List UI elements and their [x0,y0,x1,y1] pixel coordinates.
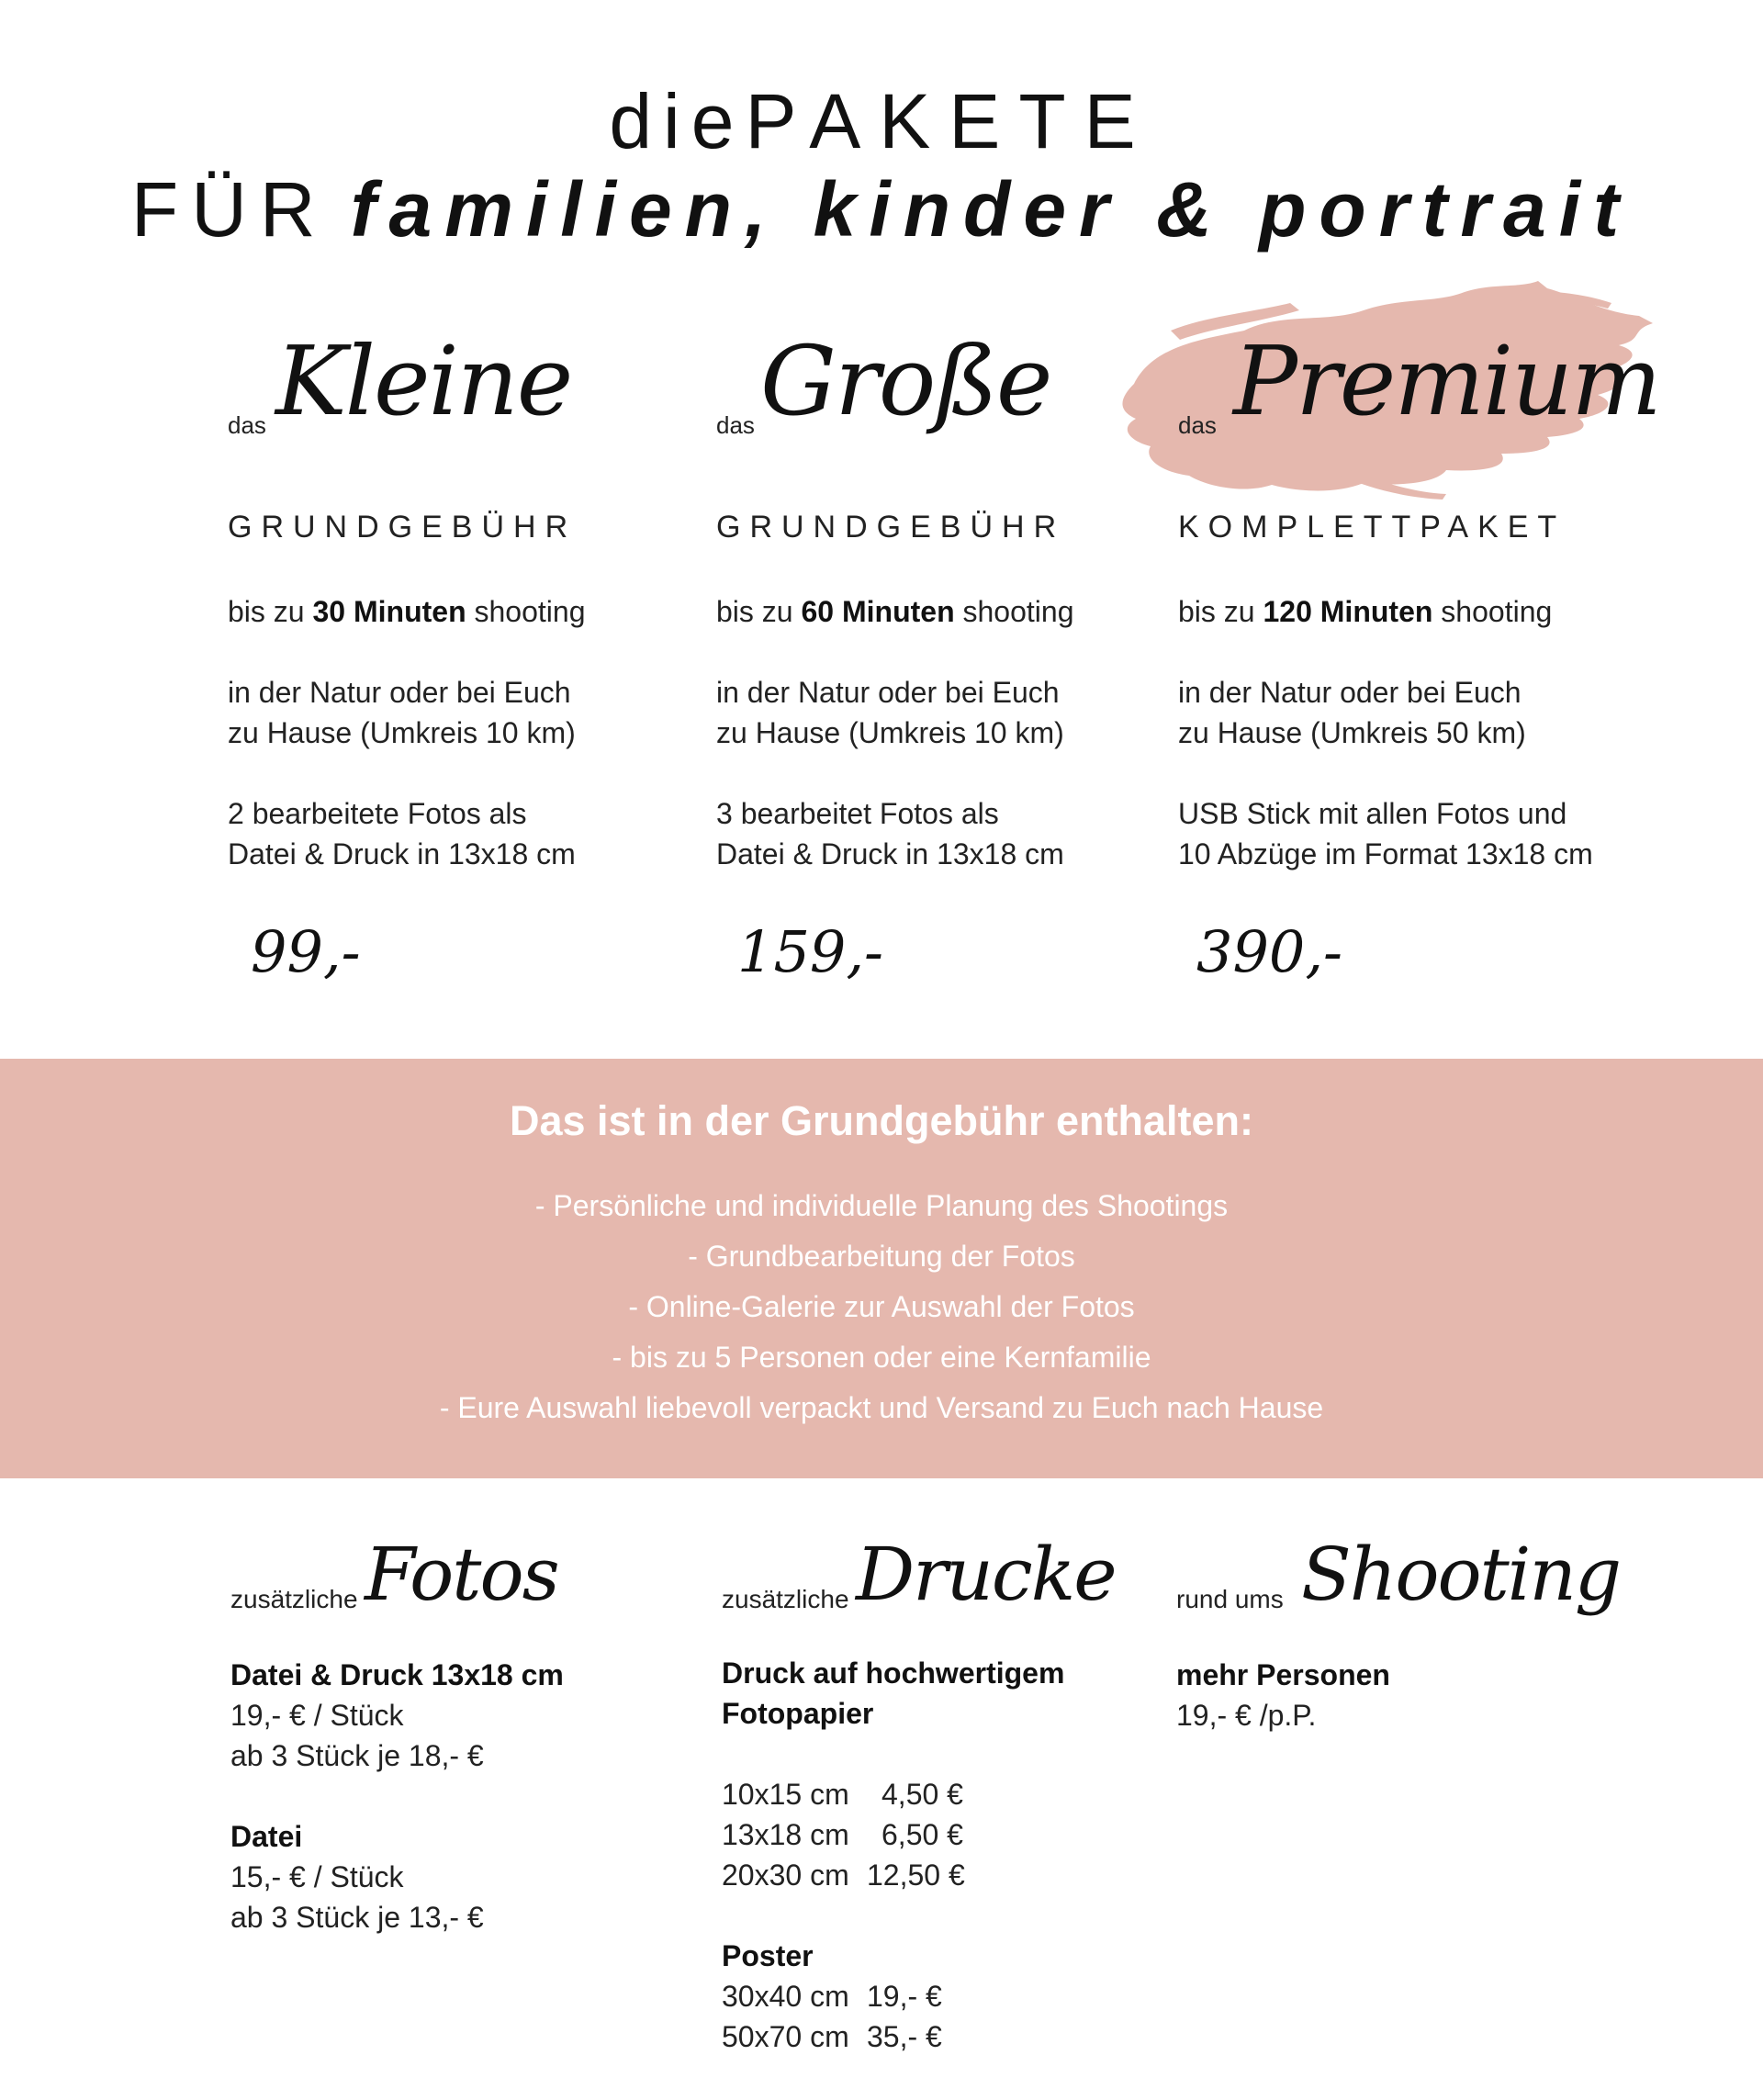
page-title-line-2 [0,163,1763,255]
extras-title-line-2: Fotopapier [722,1697,874,1730]
package-kleine [228,312,705,985]
package-heading [1178,312,1660,459]
included-item: - bis zu 5 Personen oder eine Kernfamilie [612,1341,1151,1374]
poster-title: Poster [722,1939,814,1972]
duration-bold: 120 Minuten [1263,595,1433,628]
package-type: GRUNDGEBÜHR [716,510,1066,545]
poster-price: 35,- € [867,2020,942,2053]
package-price: 390,- [1196,918,1342,985]
poster-price: 19,- € [867,1980,942,2013]
package-prefix: das [1178,411,1217,439]
print-size: 20x30 cm [722,1859,849,1892]
package-location-line-2: zu Hause (Umkreis 10 km) [716,716,1064,749]
package-photos-line-1: 3 bearbeitet Fotos als [716,797,999,830]
extras-prefix: zusätzliche [230,1585,358,1613]
package-location-line-1: in der Natur oder bei Euch [228,676,571,709]
duration-post: shooting [466,595,586,628]
package-price: 159,- [737,918,883,985]
package-photos-line-2: 10 Abzüge im Format 13x18 cm [1178,837,1593,870]
package-photos-line-2: Datei & Druck in 13x18 cm [228,837,576,870]
print-price: 4,50 € [882,1778,963,1811]
extras-name: Shooting [1301,1532,1621,1617]
included-item: - Eure Auswahl liebevoll verpackt und Versand zu Euch nach Hause [439,1391,1324,1424]
package-photos-line-2: Datei & Druck in 13x18 cm [716,837,1064,870]
included-item: - Persönliche und individuelle Planung des Shootings [534,1189,1229,1222]
package-location-line-2: zu Hause (Umkreis 50 km) [1178,716,1526,749]
package-location-line-1: in der Natur oder bei Euch [716,676,1060,709]
extras-heading [722,1524,1218,1634]
extras-group-title: Datei [230,1820,303,1853]
package-duration [228,591,585,632]
print-price: 12,50 € [867,1859,965,1892]
poster-size: 30x40 cm [722,1980,849,2013]
title-die: die [609,78,746,164]
extras-price: 19,- € / Stück [230,1699,404,1732]
package-grosse [716,312,1194,985]
package-prefix: das [228,411,266,439]
extras-heading [1176,1524,1672,1634]
duration-post: shooting [954,595,1074,628]
print-price: 6,50 € [882,1818,963,1851]
duration-bold: 60 Minuten [801,595,955,628]
duration-pre: bis zu [1178,595,1263,628]
extras-bulk-price: ab 3 Stück je 18,- € [230,1739,484,1772]
package-duration [716,591,1073,632]
package-premium [1178,312,1660,985]
extras-group-title: mehr Personen [1176,1658,1390,1691]
duration-bold: 30 Minuten [312,595,466,628]
extras-fotos [230,1524,726,1934]
package-price: 99,- [251,918,361,985]
extras-title-line-1: Druck auf hochwertigem [722,1656,1065,1690]
included-item: - Online-Galerie zur Auswahl der Fotos [628,1290,1135,1323]
print-size: 10x15 cm [722,1778,849,1811]
included-title: Das ist in der Grundgebühr enthalten: [509,1097,1254,1144]
extras-prefix: rund ums [1176,1585,1284,1613]
extras-prefix: zusätzliche [722,1585,849,1613]
included-item: - Grundbearbeitung der Fotos [688,1240,1075,1273]
title-fuer: FÜR [130,166,329,253]
duration-post: shooting [1432,595,1553,628]
title-pakete: PAKETE [745,78,1154,164]
package-location-line-2: zu Hause (Umkreis 10 km) [228,716,576,749]
extras-name: Fotos [365,1532,558,1617]
title-subject: familien, kinder & portrait [350,166,1633,253]
poster-size: 50x70 cm [722,2020,849,2053]
duration-pre: bis zu [228,595,313,628]
extras-drucke [722,1524,1218,2053]
package-location-line-1: in der Natur oder bei Euch [1178,676,1522,709]
package-name: Kleine [275,325,572,437]
extras-price: 19,- € /p.P. [1176,1699,1317,1732]
extras-name: Drucke [856,1532,1116,1617]
included-band [0,1059,1763,1478]
package-name: Premium [1233,325,1660,437]
extras-group-title: Datei & Druck 13x18 cm [230,1658,564,1691]
extras-shooting [1176,1524,1672,1732]
extras-heading [230,1524,726,1634]
package-type: KOMPLETTPAKET [1178,510,1566,545]
package-prefix: das [716,411,755,439]
print-size: 13x18 cm [722,1818,849,1851]
package-photos-line-1: USB Stick mit allen Fotos und [1178,797,1567,830]
package-heading [228,312,705,459]
package-type: GRUNDGEBÜHR [228,510,578,545]
duration-pre: bis zu [716,595,802,628]
package-name: Große [760,325,1051,437]
extras-price: 15,- € / Stück [230,1860,404,1893]
package-duration [1178,591,1552,632]
package-heading [716,312,1194,459]
package-photos-line-1: 2 bearbeitete Fotos als [228,797,527,830]
extras-bulk-price: ab 3 Stück je 13,- € [230,1901,484,1934]
page-title-line-1 [0,75,1763,167]
